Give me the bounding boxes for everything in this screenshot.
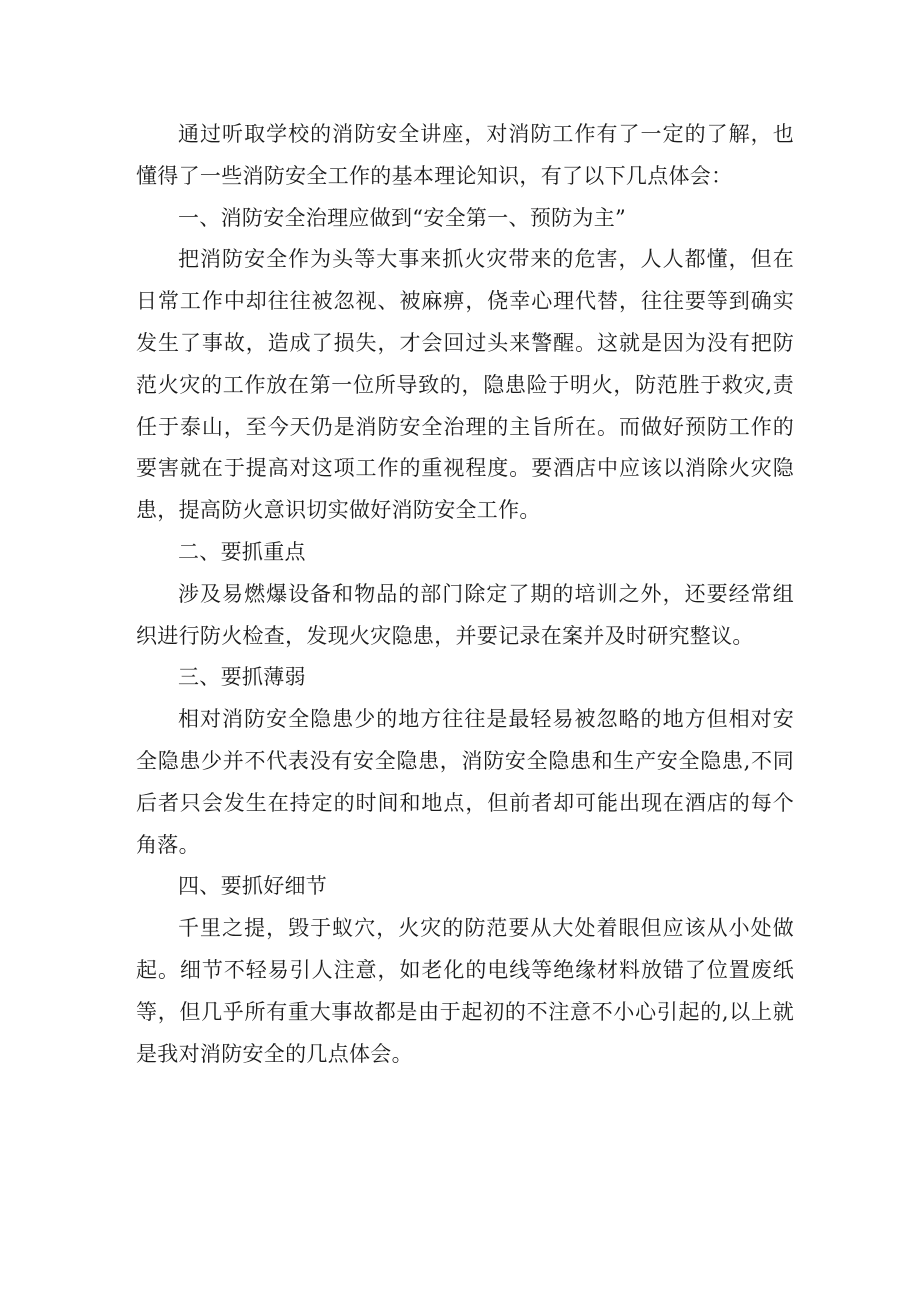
- section-1-paragraph: 把消防安全作为头等大事来抓火灾带来的危害，人人都懂，但在日常工作中却往往被忽视、被麻痹，侥幸心理代替，往往要等到确实发生了事故，造成了损失，才会回过头来警醒。这就是因为没有把防范火灾的工作放在第一位所导致的，隐患险于明火，防范胜于救灾,责任于泰山，至今天仍是消防安全治理的主旨所在。而做好预防工作的要害就在于提高对这项工作的重视程度。要酒店中应该以消除火灾隐患，提高防火意识切实做好消防安全工作。: [136, 247, 794, 523]
- intro-paragraph: 通过听取学校的消防安全讲座，对消防工作有了一定的了解，也懂得了一些消防安全工作的基本理论知识，有了以下几点体会：: [136, 122, 794, 188]
- section-4-paragraph: 千里之提，毁于蚁穴，火灾的防范要从大处着眼但应该从小处做起。细节不轻易引人注意，如老化的电线等绝缘材料放错了位置废纸等，但几乎所有重大事故都是由于起初的不注意不小心引起的,以上就是我对消防安全的几点体会。: [136, 916, 794, 1066]
- section-2-paragraph: 涉及易燃爆设备和物品的部门除定了期的培训之外，还要经常组织进行防火检查，发现火灾隐患，并要记录在案并及时研究整议。: [136, 581, 794, 648]
- section-heading-1: 一、消防安全治理应做到“安全第一、预防为主”: [178, 205, 627, 230]
- section-3-paragraph: 相对消防安全隐患少的地方往往是最轻易被忽略的地方但相对安全隐患少并不代表没有安全隐患，消防安全隐患和生产安全隐患,不同后者只会发生在持定的时间和地点，但前者却可能出现在酒店的每个角落。: [136, 707, 794, 857]
- section-heading-2: 二、要抓重点: [178, 539, 306, 564]
- section-heading-4: 四、要抓好细节: [178, 874, 328, 899]
- section-heading-3: 三、要抓薄弱: [178, 665, 306, 690]
